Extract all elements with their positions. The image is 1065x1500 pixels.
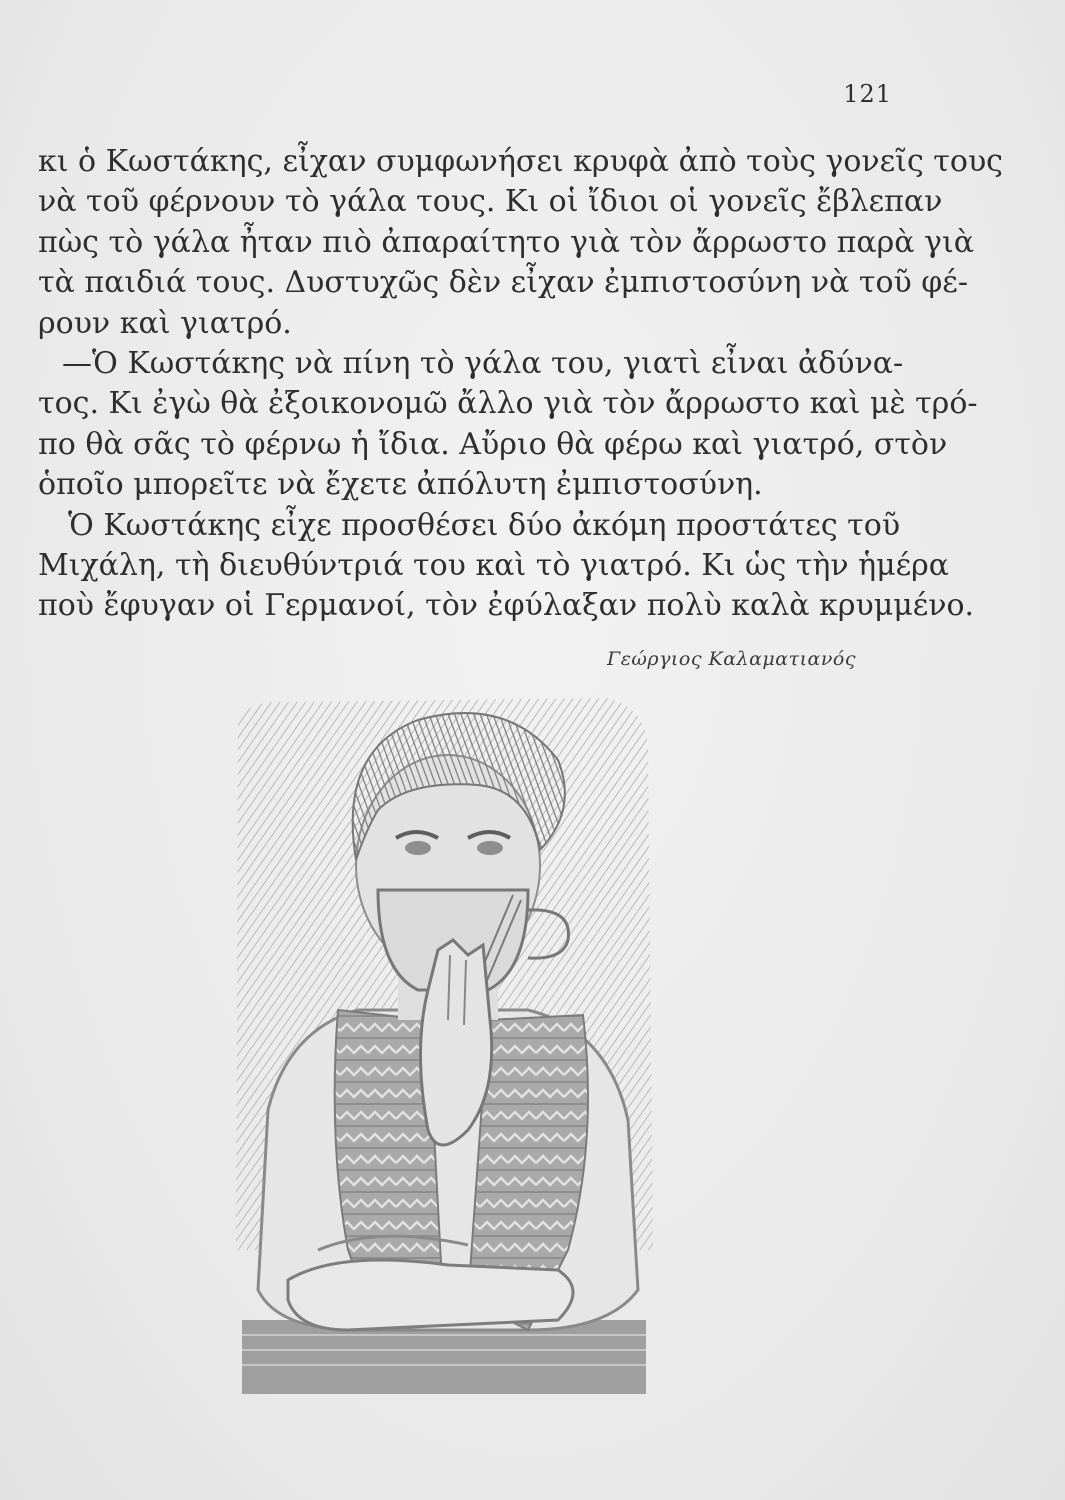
text-line: νὰ τοῦ φέρνουν τὸ γάλα τους. Κι οἱ ἴδιοι οἱ γονεῖς ἔβλεπαν — [38, 184, 943, 220]
text-line-dialogue: —Ὁ Κωστάκης νὰ πίνη τὸ γάλα του, γιατὶ εἶναι ἀδύνα- — [62, 345, 904, 381]
author-signature: Γεώργιος Καλαματιανός — [607, 648, 856, 670]
text-line: τὰ παιδιά τους. Δυστυχῶς δὲν εἶχαν ἐμπιστοσύνη νὰ τοῦ φέ- — [38, 265, 968, 301]
story-text — [38, 142, 1003, 627]
arms-shape — [288, 1260, 573, 1330]
text-line: Μιχάλη, τὴ διευθύντριά του καὶ τὸ γιατρό. Κι ὡς τὴν ἡμέρα — [38, 547, 950, 583]
eye-right — [477, 841, 503, 855]
eye-left — [405, 841, 431, 855]
page-number: 121 — [843, 80, 892, 108]
text-line: πὼς τὸ γάλα ἦταν πιὸ ἀπαραίτητο γιὰ τὸν ἄρρωστο παρὰ γιὰ — [38, 224, 974, 260]
text-line-paragraph: Ὁ Κωστάκης εἶχε προσθέσει δύο ἀκόμη προστάτες τοῦ — [68, 507, 901, 543]
text-line: κι ὁ Κωστάκης, εἶχαν συμφωνήσει κρυφὰ ἀπὸ τοὺς γονεῖς τους — [38, 144, 1003, 179]
woodcut-illustration — [228, 690, 660, 1415]
text-line: πο θὰ σᾶς τὸ φέρνω ἡ ἴδια. Αὔριο θὰ φέρω καὶ γιατρό, στὸν — [38, 426, 948, 462]
boy-drinking-milk-illustration — [228, 690, 660, 1415]
text-line: τος. Κι ἐγὼ θὰ ἐξοικονομῶ ἄλλο γιὰ τὸν ἄρρωστο καὶ μὲ τρό- — [38, 386, 978, 422]
text-line: ποὺ ἔφυγαν οἱ Γερμανοί, τὸν ἐφύλαξαν πολὺ καλὰ κρυμμένο. — [38, 588, 975, 624]
text-line: ὁποῖο μπορεῖτε νὰ ἔχετε ἀπόλυτη ἐμπιστοσύνη. — [38, 467, 763, 503]
text-line: ρουν καὶ γιατρό. — [38, 305, 292, 341]
